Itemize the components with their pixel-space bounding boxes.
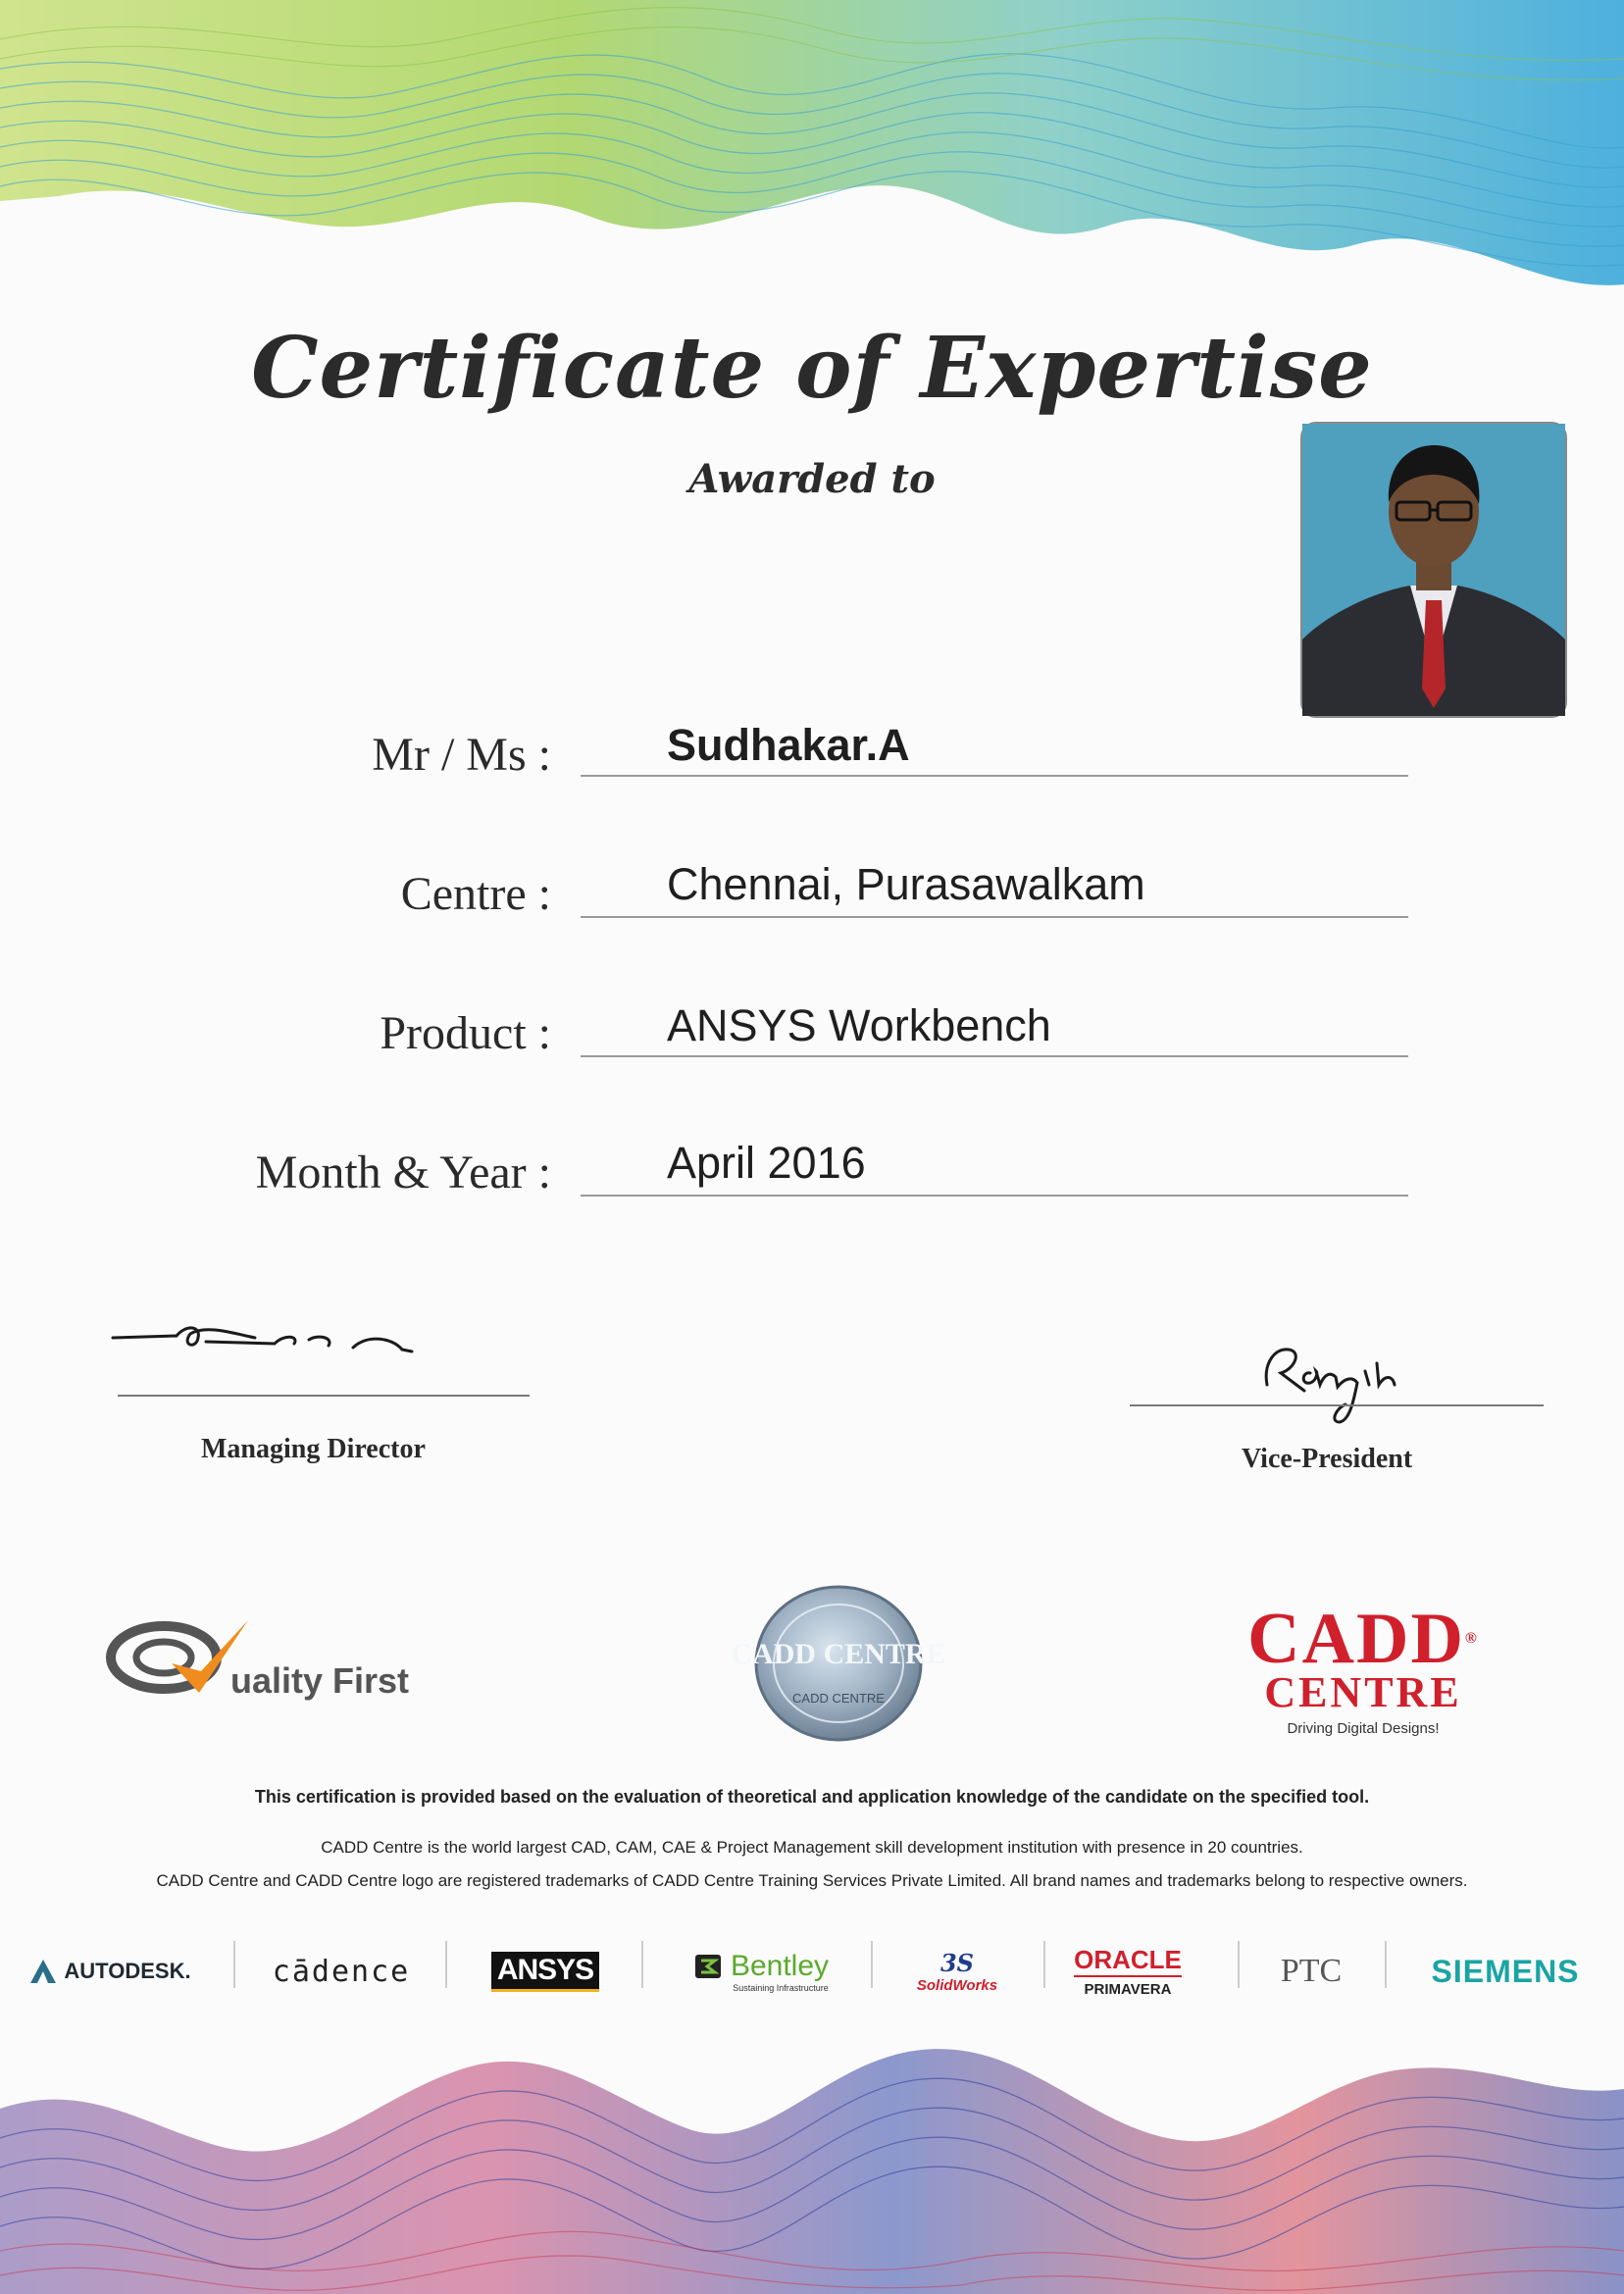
bottom-wave-decoration: [0, 2040, 1624, 2294]
seal-ring-text: CADD CENTRE: [792, 1691, 885, 1706]
ansys-label: ANSYS: [491, 1952, 599, 1992]
quality-first-logo-icon: [103, 1606, 250, 1705]
field-label-centre: Centre :: [400, 868, 551, 920]
managing-director-title: Managing Director: [201, 1434, 426, 1464]
cadence-label: cādence: [272, 1954, 411, 1989]
brand-separator: [1238, 1941, 1240, 1988]
cadd-logo-registered: ®: [1464, 1630, 1479, 1647]
brand-oracle-primavera: [1059, 1927, 1196, 2015]
cadd-logo-line2: CENTRE: [1264, 1668, 1462, 1716]
recipient-photo: [1300, 422, 1567, 718]
hologram-seal: [731, 1583, 946, 1744]
field-line-month-year: [581, 1195, 1408, 1197]
quality-first-text: uality First: [230, 1660, 410, 1701]
brand-ansys: [467, 1927, 624, 2015]
bentley-icon: [693, 1953, 725, 1980]
brand-separator: [1043, 1941, 1045, 1988]
brand-separator: [871, 1941, 873, 1988]
brand-separator: [1385, 1941, 1387, 1988]
ptc-label: PTC: [1280, 1953, 1343, 1989]
brand-separator: [641, 1941, 643, 1988]
cadd-logo-tagline: Driving Digital Designs!: [1287, 1720, 1440, 1737]
cadd-centre-logo: [1216, 1599, 1510, 1737]
brand-separator: [233, 1941, 235, 1988]
solidworks-ds-icon: 3S: [939, 1949, 975, 1977]
footer-certification-note: This certification is provided based on the evaluation of theoretical and application knowledge of the candidate on the specified tool.: [254, 1787, 1370, 1807]
field-value-centre: Chennai, Purasawalkam: [667, 859, 1145, 909]
field-label-month-year: Month & Year :: [255, 1147, 551, 1198]
footer-institution-note: CADD Centre is the world largest CAD, CAM, CAE & Project Management skill development institution with presence in 20 countries.: [321, 1838, 1303, 1857]
siemens-label: SIEMENS: [1431, 1953, 1580, 1989]
autodesk-label: AUTODESK.: [64, 1959, 191, 1983]
seal-text: CADD CENTRE: [731, 1638, 946, 1670]
cadd-logo-line1: CADD: [1247, 1599, 1465, 1679]
vice-president-line: [1130, 1404, 1544, 1406]
field-label-name: Mr / Ms :: [372, 729, 551, 781]
primavera-label: PRIMAVERA: [1084, 1981, 1172, 1998]
awarded-to-label: Awarded to: [688, 456, 936, 502]
brand-cadence: [253, 1927, 430, 2015]
field-value-product: ANSYS Workbench: [667, 1000, 1051, 1050]
brand-separator: [445, 1941, 447, 1988]
field-value-name: Sudhakar.A: [667, 720, 910, 770]
vice-president-signature: [1255, 1334, 1432, 1432]
brand-siemens: [1402, 1927, 1608, 2015]
bentley-label: Bentley: [730, 1950, 830, 1982]
top-wave-decoration: [0, 0, 1624, 294]
field-label-product: Product :: [380, 1007, 551, 1059]
managing-director-line: [118, 1395, 530, 1397]
footer-trademark-note: CADD Centre and CADD Centre logo are registered trademarks of CADD Centre Training Services Private Limited. All brand names and trademarks belong to respective owners.: [156, 1871, 1468, 1890]
field-value-month-year: April 2016: [667, 1138, 866, 1188]
brand-autodesk: [12, 1927, 208, 2015]
bentley-tagline: Sustaining Infrastructure: [733, 1983, 829, 1993]
field-line-name: [581, 775, 1408, 777]
solidworks-label: SolidWorks: [916, 1977, 998, 1994]
managing-director-signature: [108, 1304, 461, 1383]
autodesk-icon: [28, 1958, 58, 1985]
brand-ptc: [1247, 1927, 1375, 2015]
brand-bentley: [663, 1927, 859, 2015]
field-line-product: [581, 1055, 1408, 1057]
oracle-label: ORACLE: [1074, 1945, 1182, 1977]
certificate-title: Certificate of Expertise: [251, 319, 1373, 418]
field-line-centre: [581, 916, 1408, 918]
brand-solidworks: [888, 1927, 1026, 2015]
vice-president-title: Vice-President: [1242, 1444, 1413, 1474]
partner-brand-strip: [0, 1927, 1624, 2015]
